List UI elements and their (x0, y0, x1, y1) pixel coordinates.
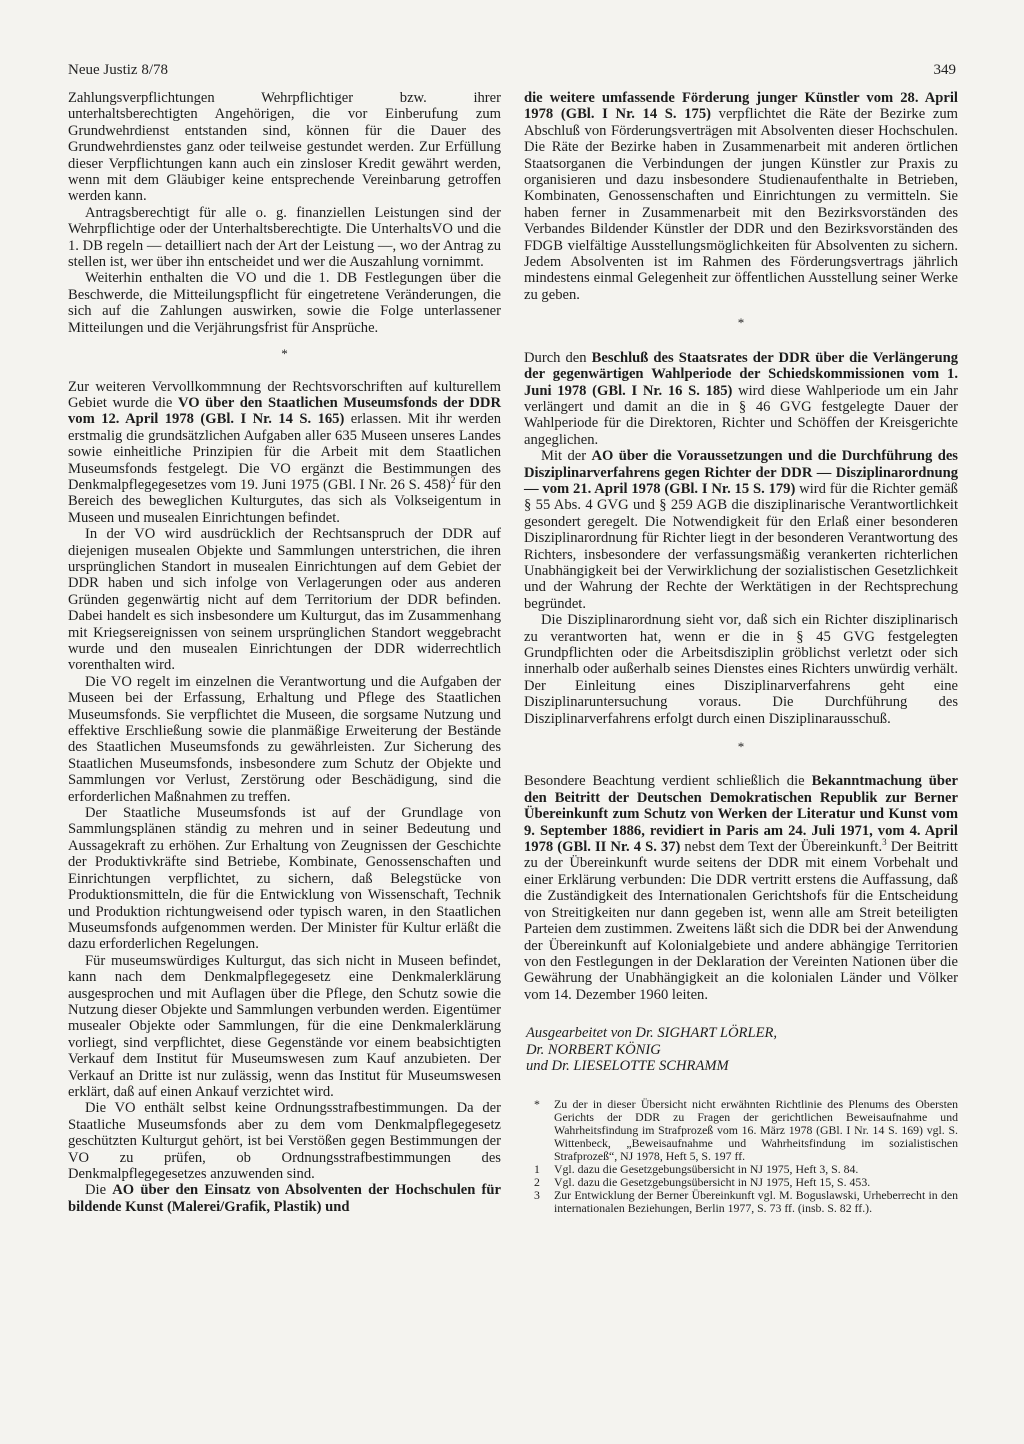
regulation-title: VO über den Staatlichen Museumsfonds der DDR vom 12. April 1978 (GBl. I Nr. 14 S. 165) (68, 394, 501, 428)
footnote-text: Vgl. dazu die Gesetzgebungsübersicht in NJ 1975, Heft 15, S. 453. (554, 1175, 871, 1190)
author-line: Ausgearbeitet von Dr. SIGHART LÖRLER, (526, 1025, 778, 1042)
text-run: wird diese Wahlperiode um ein Jahr verlängert und damit an die in § 46 GVG festgelegte Dauer der Wahlperiode für die Direktoren, Richter und Schöffen der Kreisgerichte angeglichen. (524, 382, 958, 448)
text-run: Die (85, 1182, 113, 1199)
paragraph: Weiterhin enthalten die VO und die 1. DB Festlegungen über die Beschwerde, die Mitteilungspflicht für eingetretene Veränderungen, die sich auf die Zahlungen auswirken, sowie die Folge unterlassener Mitteilungen und die Verjährungsfrist für Ansprüche. (68, 270, 501, 336)
section-separator: * (737, 315, 745, 331)
right-column (524, 90, 958, 1215)
paragraph: Der Staatliche Museumsfonds ist auf der Grundlage von Sammlungsplänen ständig zu mehren und in seiner Bedeutung und Aussagekraft zu erhöhen. Zur Erhaltung von Zeugnissen der Geschichte der Produktivkräfte sind Betriebe, Kombinate, Genossenschaften und Einrichtungen verpflichtet, zu sichern, daß Belegstücke von Produktionsmitteln, die für die Entwicklung von Wissenschaft, Technik und Produktion richtungweisend oder typisch waren, in den Staatlichen Museumsfonds aufgenommen werden. Der Minister für Kultur erläßt die dazu erforderlichen Regelungen. (68, 805, 501, 953)
paragraph: Antragsberechtigt für alle o. g. finanziellen Leistungen sind der Wehrpflichtige oder der Unterhaltsberechtigte. Die UnterhaltsVO und die 1. DB regeln — detailliert nach der Art der Leistung —, wo der Antrag zu stellen ist, wer über ihn entscheidet und wer die Auszahlung vornimmt. (68, 204, 501, 271)
footnote-text: Zu der in dieser Übersicht nicht erwähnten Richtlinie des Plenums des Obersten Gerichts der DDR zu Fragen der gerichtlichen Beweisaufnahme und Wahrheitsfindung im Strafprozeß vom 16. März 1978 (GBl. I Nr. 14 S. 169) vgl. S. Wittenbeck, „Beweisaufnahme und Wahrheitsfindung im sozialistischen Strafprozeß“, NJ 1978, Heft 5, S. 197 ff. (554, 1097, 958, 1164)
left-column (68, 90, 501, 1215)
footnotes (524, 1098, 958, 1215)
journal-title: Neue Justiz 8/78 (68, 62, 168, 78)
footnote-mark: 2 (534, 1175, 540, 1190)
page-number: 349 (933, 62, 956, 78)
regulation-title: Bekanntmachung über den Beitritt der Deutschen Demokratischen Republik zur Berner Übereinkunft zum Schutz von Werken der Literatur und Kunst vom 9. September 1886, revidiert in Paris am 24. Juli 1971, vom 4. April 1978 (GBl. II Nr. 4 S. 37) (524, 773, 958, 856)
paragraph: Zahlungsverpflichtungen Wehrpflichtiger bzw. ihrer unterhaltsberechtigten Angehörigen, die vor Einberufung zum Grundwehrdienst entstanden sind, können für die Dauer des Grundwehrdienstes ganz oder teilweise gestundet werden. Zur Erfüllung dieser Verpflichtungen kann auch ein zinsloser Kredit gewährt werden, wenn mit dem Gläubiger keine entsprechende Vereinbarung getroffen werden kann. (68, 90, 501, 205)
paragraph: In der VO wird ausdrücklich der Rechtsanspruch der DDR auf diejenigen musealen Objekte und Sammlungen unterstrichen, die ihren ursprünglichen Standort in musealen Einrichtungen auf dem Gebiet der DDR haben und sich infolge von Verlagerungen oder aus anderen Gründen gegenwärtig nicht auf dem Territorium der DDR befinden. Dabei handelt es sich insbesondere um Kulturgut, das im Zusammenhang mit Kriegsereignissen von seinem ursprünglichen Standort weggebracht wurde und den musealen Einrichtungen der DDR widerrechtlich vorenthalten wird. (68, 526, 501, 674)
text-run: verpflichtet die Räte der Bezirke zum Abschluß von Förderungsverträgen mit Absolventen dieser Hochschulen. Die Räte der Bezirke haben in Zusammenarbeit mit anderen örtlichen Staatsorganen die Verbindungen der jungen Künstler zur Praxis zu organisieren und dazu insbesondere Studienaufenthalte in Betrieben, Kombinaten, Genossenschaften und Einrichtungen zu vermitteln. Sie haben ferner in Zusammenarbeit mit den Bezirksvorständen des Verbandes Bildender Künstler der DDR und den Bezirksvorständen des FDGB vielfältige Ausstellungsmöglichkeiten für Absolventen zu sichern. Jedem Absolventen ist im Rahmen des Förderungsvertrags jährlich mindestens einmal Gelegenheit zur öffentlichen Ausstellung seiner Werke zu geben. (524, 106, 958, 303)
regulation-title: AO über die Voraussetzungen und die Durchführung des Disziplinarverfahrens gegen Richter der DDR — Disziplinarordnung — vom 21. April 1978 (GBl. I Nr. 15 S. 179) (524, 448, 958, 497)
text-run: Der Beitritt zu der Übereinkunft wurde seitens der DDR mit einem Vorbehalt und einer Erklärung verbunden: Die DDR vertritt erstens die Auffassung, daß die Zuständigkeit des Internationalen Gerichtshofs für die Entscheidung von Streitigkeiten nur dann gegeben ist, wenn alle am Streit beteiligten Parteien dem zustimmen. Zweitens läßt sich die DDR bei der Anwendung der Übereinkunft auf Kolonialgebiete und andere abhängige Territorien von den Festlegungen in der Deklaration der Vereinten Nationen über die Gewährung der Unabhängigkeit an die kolonialen Länder und Völker vom 14. Dezember 1960 leiten. (524, 839, 958, 1003)
regulation-title: AO über den Einsatz von Absolventen der Hochschulen für bildende Kunst (Malerei/Grafik, Plastik) und (68, 1182, 501, 1215)
paragraph (68, 1182, 501, 1215)
regulation-title: Beschluß des Staatsrates der DDR über die Verlängerung der gegenwärtigen Wahlperiode der Schiedskommissionen vom 1. Juni 1978 (GBl. I Nr. 16 S. 185) (524, 349, 958, 399)
paragraph (524, 350, 958, 448)
paragraph (524, 448, 958, 612)
text-run: erlassen. Mit ihr werden erstmalig die grundsätzlichen Aufgaben aller 635 Museen unseres Landes sowie einheitliche Prinzipien für die Arbeit mit dem Staatlichen Museumsfonds festgelegt. Die VO ergänzt die Bestimmungen des Denkmalpflegegesetzes vom 19. Juni 1975 (GBl. I Nr. 26 S. 458) (68, 411, 501, 493)
section-separator: * (737, 739, 745, 755)
footnote-mark: 3 (534, 1188, 540, 1203)
author-line: und Dr. LIESELOTTE SCHRAMM (526, 1057, 729, 1074)
text-run: Besondere Beachtung verdient schließlich die (524, 773, 812, 790)
paragraph (524, 90, 958, 303)
footnote-text: Vgl. dazu die Gesetzgebungsübersicht in NJ 1975, Heft 3, S. 84. (554, 1162, 859, 1177)
footnote (534, 1098, 958, 1163)
section-separator: * (281, 346, 288, 362)
text-run: Zur weiteren Vervollkommnung der Rechtsvorschriften auf kulturellem Gebiet wurde die (68, 378, 501, 411)
paragraph: Die VO enthält selbst keine Ordnungsstrafbestimmungen. Da der Staatliche Museumsfonds aber zu dem vom Denkmalpflegegesetz geschützten Kulturgut gehört, ist bei Verstößen gegen Bestimmungen der VO zu prüfen, ob Ordnungsstrafbestimmungen des Denkmalpflegegesetzes anzuwenden sind. (68, 1100, 501, 1182)
paragraph (524, 773, 958, 1003)
footnote-mark: * (534, 1097, 540, 1112)
footnote-ref: 3 (882, 837, 887, 848)
footnote-mark: 1 (534, 1162, 540, 1177)
paragraph: Die Disziplinarordnung sieht vor, daß sich ein Richter disziplinarisch zu verantworten hat, wenn er die in § 45 GVG festgelegten Grundpflichten oder die Arbeitsdisziplin gröblichst verletzt oder sich innerhalb oder außerhalb seines Dienstes eines Richters unwürdig verhält. Der Einleitung eines Disziplinarverfahrens geht eine Disziplinaruntersuchung voraus. Die Durchführung des Disziplinarverfahrens erfolgt durch einen Disziplinarausschuß. (524, 612, 958, 727)
text-run: nebst dem Text der Übereinkunft. (680, 839, 883, 856)
author-credits (524, 1025, 958, 1074)
author-line: Dr. NORBERT KÖNIG (526, 1041, 661, 1058)
paragraph: Für museumswürdiges Kulturgut, das sich nicht in Museen befindet, kann nach dem Denkmalpflegegesetz eine Denkmalerklärung ausgesprochen und mit Auflagen über die Pflege, den Schutz sowie die Nutzung dieser Objekte und Sammlungen verbunden werden. Eigentümer musealer Objekte oder Sammlungen, für die eine Denkmalerklärung vorliegt, sind verpflichtet, diese Gegenstände vor einem beabsichtigten Verkauf dem Institut für Museumswesen zum Kauf anzubieten. Der Verkauf an Dritte ist nur zulässig, wenn das Institut für Museumswesen erklärt, daß auf einen Ankauf verzichtet wird. (68, 952, 501, 1100)
paragraph (68, 379, 501, 527)
text-run: für den Bereich des beweglichen Kulturgutes, das sich als Volkseigentum in Museen und musealen Einrichtungen befindet. (68, 476, 502, 526)
text-run: wird für die Richter gemäß § 55 Abs. 4 GVG und § 259 AGB die disziplinarische Verantwortlichkeit gesondert geregelt. Die Notwendigkeit für den Erlaß einer besonderen Disziplinarordnung für Richter liegt in der besonderen Verantwortung des Richters, insbesondere der verfassungsmäßig verankerten richterlichen Unabhängigkeit bei der Verwirklichung der sozialistischen Gesetzlichkeit und der Wahrung der Rechte der Werktätigen in der Rechtsprechung begründet. (524, 480, 958, 612)
page-header (68, 62, 956, 82)
text-run: Mit der (541, 448, 592, 465)
paragraph: Die VO regelt im einzelnen die Verantwortung und die Aufgaben der Museen bei der Erfassung, Erhaltung und Pflege des Staatlichen Museumsfonds. Sie verpflichtet die Museen, die sorgsame Nutzung und effektive Erschließung sowie die planmäßige Erweiterung der Bestände des Staatlichen Museumsfonds zu gewährleisten. Zur Sicherung des Staatlichen Museumsfonds, insbesondere zum Schutz der Objekte und Sammlungen vor Verlust, Zerstörung oder Beschädigung, sind die erforderlichen Maßnahmen zu treffen. (68, 673, 501, 805)
footnote (534, 1189, 958, 1215)
regulation-title: die weitere umfassende Förderung junger Künstler vom 28. April 1978 (GBl. I Nr. 14 S. 175) (524, 90, 958, 123)
footnote-ref: 2 (450, 475, 456, 486)
footnote-text: Zur Entwicklung der Berner Übereinkunft vgl. M. Boguslawski, Urheberrecht in den internationalen Beziehungen, Berlin 1977, S. 73 ff. (insb. S. 82 ff.). (554, 1188, 958, 1216)
text-run: Durch den (524, 349, 592, 366)
